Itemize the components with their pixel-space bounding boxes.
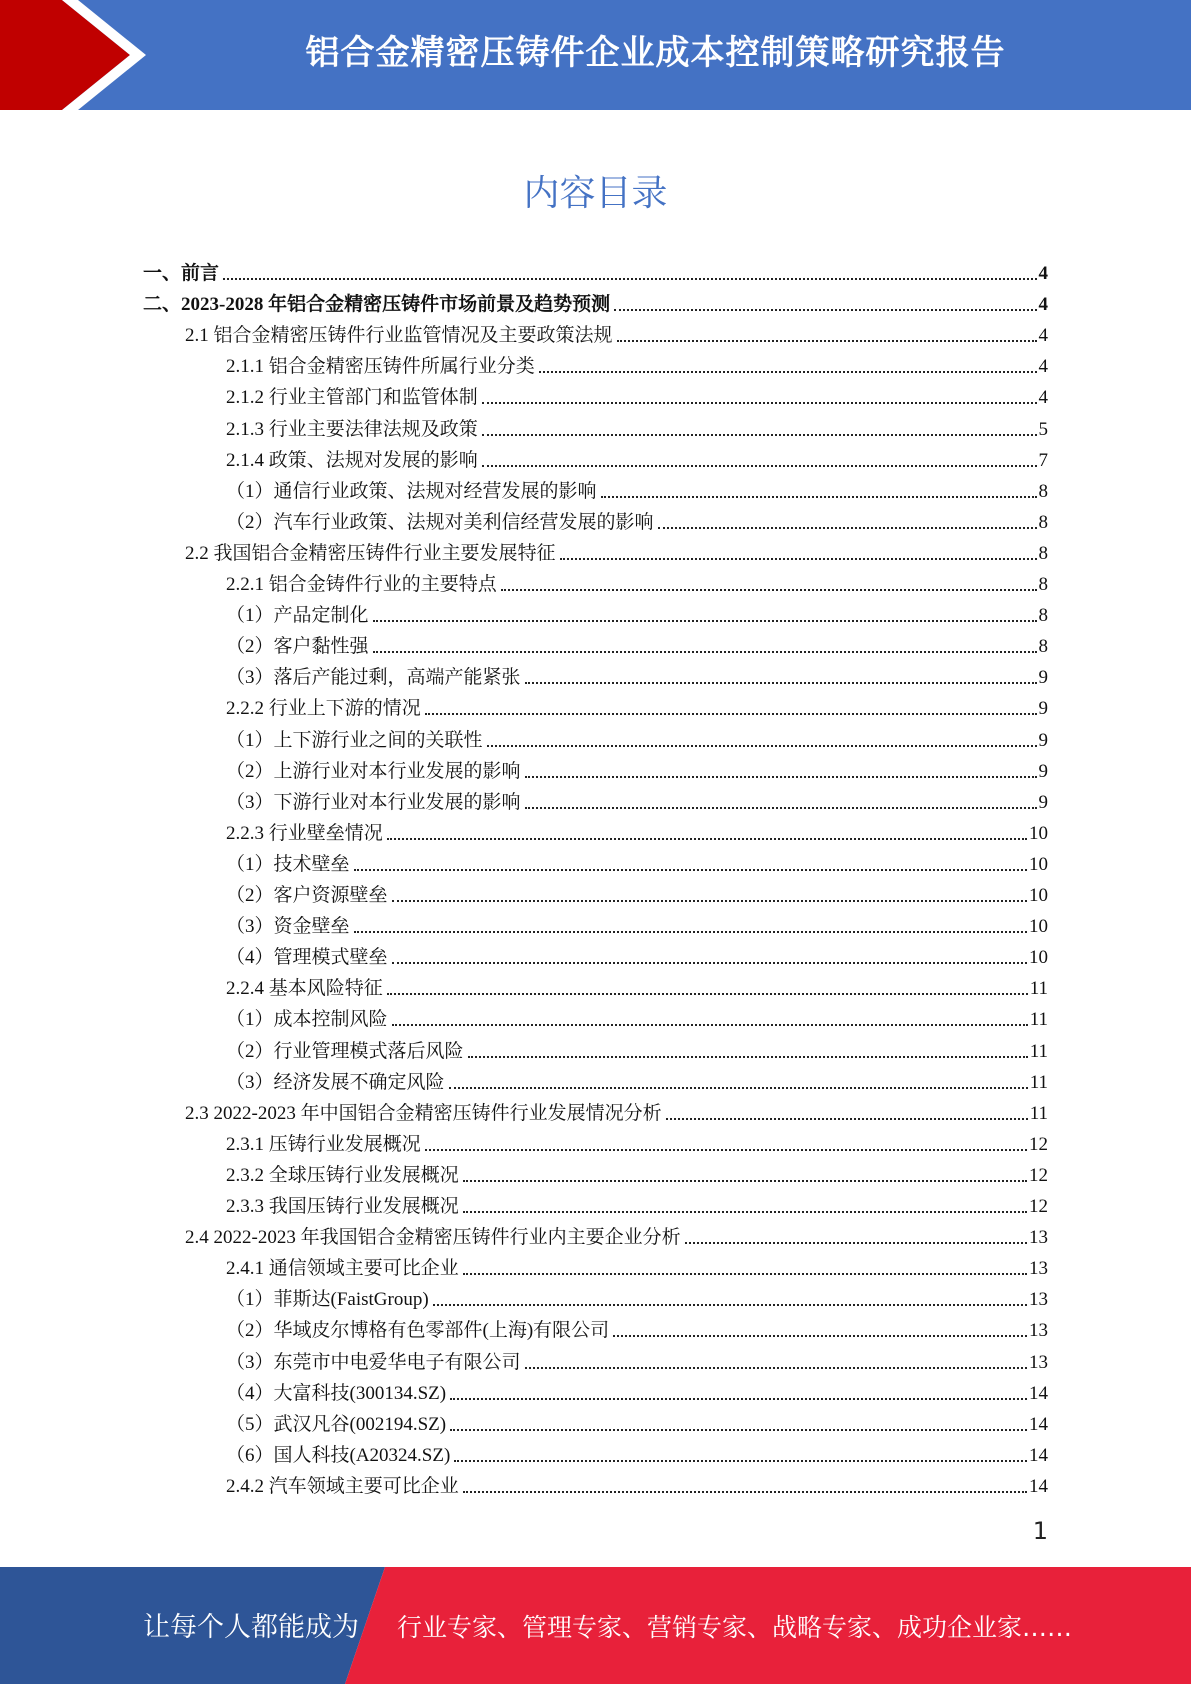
toc-leader-dots <box>433 1304 1027 1306</box>
toc-entry-page: 10 <box>1029 916 1048 938</box>
toc-entry-page: 14 <box>1029 1382 1048 1404</box>
report-title: 铝合金精密压铸件企业成本控制策略研究报告 <box>305 33 1006 73</box>
toc-entry[interactable] <box>226 1468 1048 1499</box>
toc-leader-dots <box>560 558 1037 560</box>
toc-entry-page: 13 <box>1029 1351 1048 1373</box>
toc-entry-label: （4）管理模式壁垒 <box>226 947 388 969</box>
toc-entry-label: （5）武汉凡谷(002194.SZ) <box>226 1413 447 1435</box>
toc-entry-label: 2.1.4 政策、法规对发展的影响 <box>226 449 478 471</box>
toc-entry[interactable] <box>185 317 1048 348</box>
toc-entry-label: 2.2.1 铝合金铸件行业的主要特点 <box>226 574 497 595</box>
toc-entry[interactable] <box>226 1064 1048 1095</box>
toc-entry[interactable] <box>185 535 1048 566</box>
toc-entry-label: （3）资金壁垒 <box>226 916 350 938</box>
toc-entry-page: 14 <box>1029 1444 1048 1466</box>
toc-entry[interactable] <box>226 1281 1048 1312</box>
toc-entry-page: 9 <box>1038 729 1048 751</box>
toc-leader-dots <box>354 931 1027 933</box>
toc-entry-label: （1）成本控制风险 <box>226 1009 388 1031</box>
toc-entry[interactable] <box>226 348 1048 379</box>
toc-leader-dots <box>392 1024 1028 1026</box>
toc-entry[interactable] <box>185 1219 1048 1250</box>
toc-entry[interactable] <box>226 1188 1048 1219</box>
toc-entry[interactable] <box>226 1126 1048 1157</box>
toc-entry-page: 10 <box>1029 947 1048 969</box>
toc-leader-dots <box>223 278 1036 280</box>
toc-leader-dots <box>463 1211 1027 1213</box>
toc-entry[interactable] <box>226 597 1048 628</box>
footer-banner <box>0 1567 1191 1684</box>
toc-entry-label: （1）上下游行业之间的关联性 <box>226 729 483 751</box>
toc-leader-dots <box>482 434 1037 436</box>
toc-entry-label: 2.1.3 行业主要法律法规及政策 <box>226 418 478 440</box>
toc-entry[interactable] <box>143 255 1048 286</box>
toc-entry[interactable] <box>226 784 1048 815</box>
toc-leader-dots <box>425 713 1037 715</box>
toc-entry-page: 11 <box>1029 1102 1048 1124</box>
toc-entry[interactable] <box>226 1312 1048 1343</box>
toc-entry-label: 2.2.4 基本风险特征 <box>226 978 383 1000</box>
toc-entry-label: （3）东莞市中电爱华电子有限公司 <box>226 1351 521 1373</box>
toc-entry[interactable] <box>226 1033 1048 1064</box>
toc-entry[interactable] <box>226 1250 1048 1281</box>
toc-entry-page: 10 <box>1029 853 1048 875</box>
toc-entry-label: 2.1.2 行业主管部门和监管体制 <box>226 387 478 409</box>
toc-entry-label: （1）通信行业政策、法规对经营发展的影响 <box>226 480 597 502</box>
toc-entry[interactable] <box>226 442 1048 473</box>
toc-entry-page: 4 <box>1038 325 1048 347</box>
toc-entry-page: 8 <box>1038 605 1048 627</box>
toc-entry-page: 13 <box>1029 1289 1048 1311</box>
toc-entry-page: 13 <box>1029 1320 1048 1342</box>
toc-entry-label: 2.2.2 行业上下游的情况 <box>226 698 421 720</box>
toc-entry[interactable] <box>226 908 1048 939</box>
toc-entry-page: 8 <box>1038 542 1048 564</box>
toc-leader-dots <box>614 309 1036 311</box>
toc-leader-dots <box>539 371 1037 373</box>
toc-entry[interactable] <box>226 473 1048 504</box>
toc-entry[interactable] <box>226 1344 1048 1375</box>
toc-entry-label: （2）汽车行业政策、法规对美利信经营发展的影响 <box>226 511 654 533</box>
toc-entry-page: 9 <box>1038 698 1048 720</box>
toc-entry-label: 2.3.1 压铸行业发展概况 <box>226 1133 421 1155</box>
toc-leader-dots <box>354 869 1027 871</box>
toc-leader-dots <box>392 900 1027 902</box>
toc-entry[interactable] <box>226 566 1048 597</box>
toc-entry-label: 2.4.2 汽车领域主要可比企业 <box>226 1475 459 1497</box>
toc-entry[interactable] <box>226 1437 1048 1468</box>
toc-entry[interactable] <box>226 690 1048 721</box>
toc-leader-dots <box>463 1180 1027 1182</box>
toc-entry[interactable] <box>226 1406 1048 1437</box>
toc-entry[interactable] <box>226 753 1048 784</box>
footer-slogan-right: 行业专家、管理专家、营销专家、战略专家、成功企业家…… <box>397 1613 1073 1642</box>
toc-entry-page: 4 <box>1038 263 1048 284</box>
toc-leader-dots <box>525 776 1037 778</box>
toc-entry-page: 9 <box>1038 667 1048 689</box>
toc-entry-label: （2）客户资源壁垒 <box>226 885 388 906</box>
toc-entry-label: （1）产品定制化 <box>226 605 369 627</box>
toc-leader-dots <box>482 402 1037 404</box>
toc-entry-label: 2.3.3 我国压铸行业发展概况 <box>226 1196 459 1217</box>
toc-leader-dots <box>450 1398 1027 1400</box>
toc-entry-page: 10 <box>1029 822 1048 844</box>
toc-leader-dots <box>468 1056 1028 1058</box>
toc-entry[interactable] <box>226 722 1048 753</box>
toc-entry[interactable] <box>226 659 1048 690</box>
toc-entry-label: （6）国人科技(A20324.SZ) <box>226 1444 451 1466</box>
toc-entry-page: 10 <box>1029 885 1048 906</box>
toc-leader-dots <box>425 1149 1027 1151</box>
footer-slogan-left: 让每个人都能成为 <box>143 1612 359 1643</box>
toc-entry-page: 12 <box>1029 1196 1048 1217</box>
toc-entry-page: 11 <box>1029 978 1048 1000</box>
toc-heading: 内容目录 <box>523 173 668 214</box>
toc-entry-label: 2.3 2022-2023 年中国铝合金精密压铸件行业发展情况分析 <box>185 1102 662 1124</box>
toc-entry-label: （1）技术壁垒 <box>226 853 350 875</box>
toc-entry-page: 7 <box>1038 449 1048 471</box>
toc-entry-page: 13 <box>1029 1227 1048 1249</box>
toc-entry-page: 12 <box>1029 1133 1048 1155</box>
toc-entry-label: （3）经济发展不确定风险 <box>226 1071 445 1093</box>
toc-entry[interactable] <box>226 939 1048 970</box>
toc-entry-label: 2.4 2022-2023 年我国铝合金精密压铸件行业内主要企业分析 <box>185 1227 681 1249</box>
toc-entry-page: 12 <box>1029 1164 1048 1186</box>
toc-leader-dots <box>482 465 1037 467</box>
toc-leader-dots <box>450 1429 1027 1431</box>
toc-entry-page: 4 <box>1038 356 1048 378</box>
toc-entry-label: 2.2.3 行业壁垒情况 <box>226 822 383 844</box>
toc-entry-label: 2.3.2 全球压铸行业发展概况 <box>226 1164 459 1186</box>
header-bar <box>0 0 1191 110</box>
toc-entry-label: 2.1 铝合金精密压铸件行业监管情况及主要政策法规 <box>185 325 613 347</box>
toc-entry[interactable] <box>226 846 1048 877</box>
toc-entry[interactable] <box>226 970 1048 1001</box>
toc-entry-label: （3）下游行业对本行业发展的影响 <box>226 791 521 813</box>
toc-entry[interactable] <box>226 877 1048 908</box>
toc-entry-label: （2）客户黏性强 <box>226 636 369 658</box>
page-number: 1 <box>1032 1517 1048 1545</box>
toc-leader-dots <box>525 682 1037 684</box>
toc-leader-dots <box>613 1335 1027 1337</box>
toc-entry-page: 11 <box>1029 1040 1048 1062</box>
toc-entry[interactable] <box>226 504 1048 535</box>
toc-entry-page: 14 <box>1029 1475 1048 1497</box>
toc-leader-dots <box>373 620 1037 622</box>
toc-entry-page: 9 <box>1038 760 1048 782</box>
toc-leader-dots <box>601 496 1037 498</box>
toc-entry[interactable] <box>226 1157 1048 1188</box>
toc-entry-page: 4 <box>1038 387 1048 409</box>
toc-entry[interactable] <box>226 1001 1048 1032</box>
toc-entry-label: （4）大富科技(300134.SZ) <box>226 1382 447 1404</box>
toc-leader-dots <box>525 1367 1027 1369</box>
toc-entry-page: 8 <box>1038 574 1048 595</box>
toc-entry-label: 2.2 我国铝合金精密压铸件行业主要发展特征 <box>185 542 556 564</box>
toc-entry-label: （1）菲斯达(FaistGroup) <box>226 1289 429 1311</box>
toc-leader-dots <box>454 1460 1027 1462</box>
toc-entry-page: 11 <box>1029 1071 1048 1093</box>
toc-leader-dots <box>387 993 1028 995</box>
toc-entry-page: 13 <box>1029 1258 1048 1280</box>
toc-entry-label: （2）行业管理模式落后风险 <box>226 1040 464 1062</box>
toc-leader-dots <box>617 340 1037 342</box>
toc-entry-label: （2）华域皮尔博格有色零部件(上海)有限公司 <box>226 1320 610 1342</box>
toc-entry-page: 9 <box>1038 791 1048 813</box>
toc-entry[interactable] <box>226 815 1048 846</box>
toc-entry-label: 二、2023-2028 年铝合金精密压铸件市场前景及趋势预测 <box>143 294 611 316</box>
toc-leader-dots <box>487 745 1037 747</box>
toc-entry-page: 5 <box>1038 418 1048 440</box>
toc-entry-page: 8 <box>1038 636 1048 658</box>
toc-leader-dots <box>525 807 1037 809</box>
toc-entry-label: 一、前言 <box>143 263 220 284</box>
toc-entry-page: 4 <box>1038 294 1048 316</box>
toc-leader-dots <box>463 1273 1027 1275</box>
toc-entry-label: （2）上游行业对本行业发展的影响 <box>226 760 521 782</box>
toc-leader-dots <box>685 1242 1027 1244</box>
toc-entry-page: 14 <box>1029 1413 1048 1435</box>
toc-entry-page: 11 <box>1029 1009 1048 1031</box>
toc-entry-page: 8 <box>1038 480 1048 502</box>
toc-entry-label: 2.1.1 铝合金精密压铸件所属行业分类 <box>226 356 535 378</box>
toc-leader-dots <box>387 838 1027 840</box>
toc-entry-label: 2.4.1 通信领域主要可比企业 <box>226 1258 459 1280</box>
toc-entry-page: 8 <box>1038 511 1048 533</box>
header-arrow-icon <box>0 0 160 110</box>
toc-leader-dots <box>463 1491 1027 1493</box>
toc-entry[interactable] <box>226 1375 1048 1406</box>
toc-leader-dots <box>373 651 1037 653</box>
toc-leader-dots <box>658 527 1037 529</box>
toc-leader-dots <box>501 589 1037 591</box>
toc-entry-label: （3）落后产能过剩，高端产能紧张 <box>226 667 521 689</box>
toc-entry[interactable] <box>185 1095 1048 1126</box>
toc-entry[interactable] <box>226 379 1048 410</box>
toc-entry[interactable] <box>143 286 1048 317</box>
toc-leader-dots <box>392 962 1027 964</box>
toc-entry[interactable] <box>226 628 1048 659</box>
toc-entry[interactable] <box>226 411 1048 442</box>
toc-leader-dots <box>449 1087 1028 1089</box>
toc-leader-dots <box>666 1118 1028 1120</box>
